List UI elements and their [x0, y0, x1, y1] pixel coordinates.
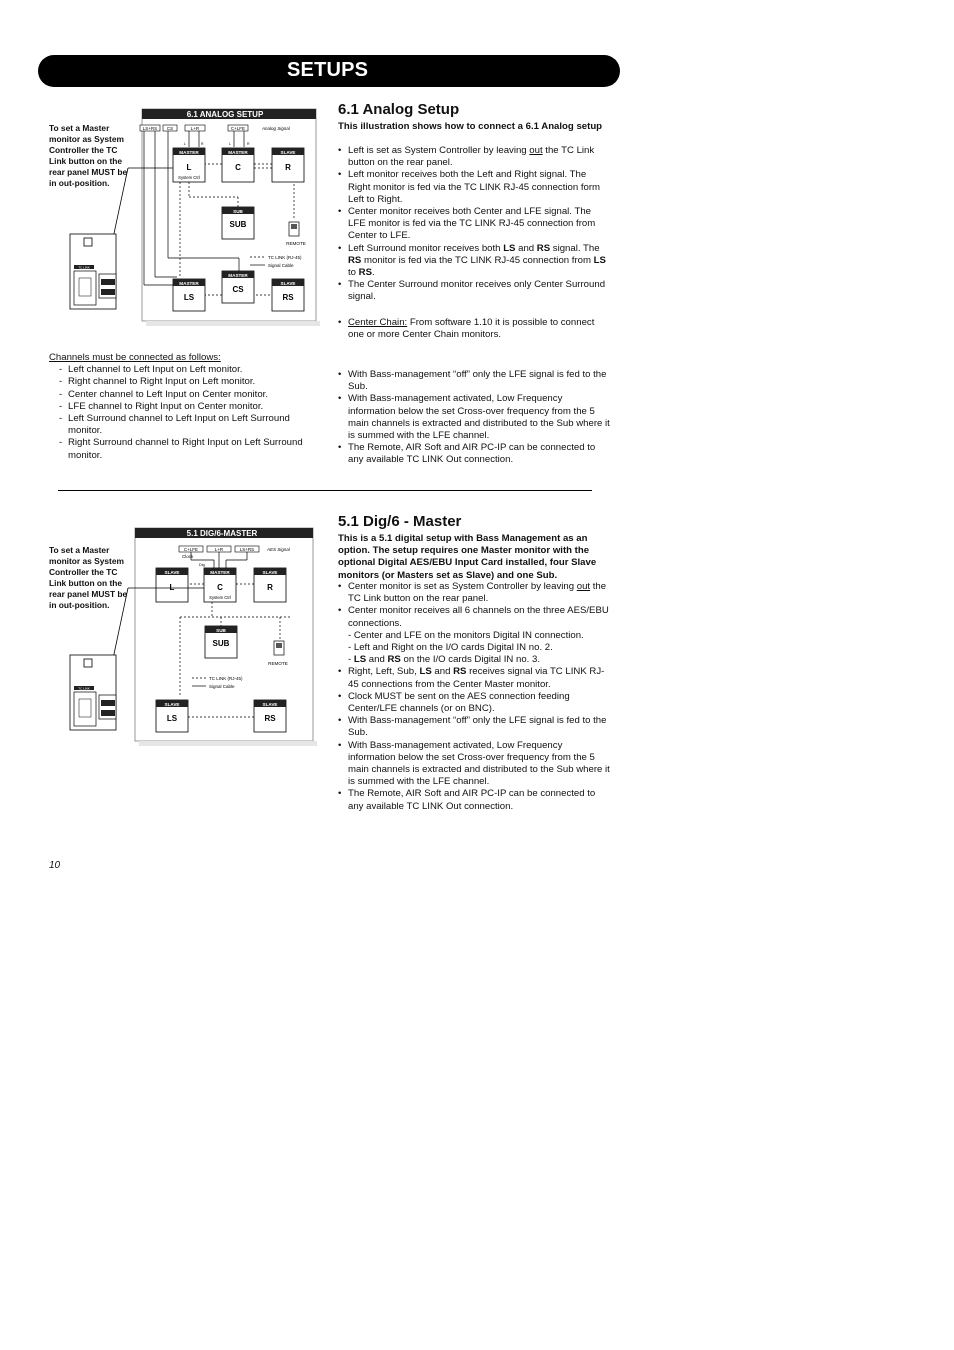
analog-setup-diagram: [40, 100, 320, 330]
monitor-tag: MASTER: [228, 150, 248, 155]
monitor-label: C: [235, 163, 241, 172]
list-item: - LFE channel to Right Input on Center monitor.: [49, 401, 319, 413]
monitor-label: L: [186, 163, 192, 172]
monitor-tag: SLAVE: [280, 150, 296, 155]
analog-bullet: • Left Surround monitor receives both LS and RS signal. The RS monitor is fed via the TC LINK RJ-45 connection from LS to RS.: [338, 243, 610, 280]
monitor-label: SUB: [212, 639, 230, 648]
monitor-label: C: [217, 583, 223, 592]
channels-list: [49, 364, 319, 462]
system-ctrl-label: System Ctrl: [178, 175, 200, 180]
analog-bullet: • The Center Surround monitor receives only Center Surround signal.: [338, 279, 610, 303]
dig-heading: 5.1 Dig/6 - Master: [338, 513, 462, 530]
clock-label: Clock: [182, 554, 194, 559]
signal-type-label: Analog Signal: [262, 126, 290, 131]
dig-bullet-list: [338, 581, 610, 813]
dig-bullet: • Right, Left, Sub, LS and RS receives signal via TC LINK RJ-45 connections from the Center Master monitor.: [338, 666, 610, 690]
analog-bullet: • With Bass-management “off” only the LFE signal is fed to the Sub.: [338, 369, 610, 393]
monitor-tag: SLAVE: [164, 702, 180, 707]
master-side-note: To set a Master monitor as System Controller the TC Link button on the rear panel MUST be in out-position.: [49, 123, 128, 188]
dig-bullet: • With Bass-management activated, Low Frequency information below the set Cross-over frequency from the 5 main channels is extracted and distributed to the Sub where it is summed with the LFE channel.: [338, 740, 610, 789]
section-divider: [58, 490, 592, 491]
monitor-label: LS: [183, 293, 195, 302]
dig-master-diagram: [40, 520, 320, 750]
remote-label: REMOTE: [268, 661, 288, 666]
analog-bullet: • Left monitor receives both the Left and Right signal. The Right monitor is fed via the TC LINK RJ-45 connection form Left to Right.: [338, 169, 610, 206]
analog-heading: 6.1 Analog Setup: [338, 101, 460, 118]
monitor-label: RS: [264, 714, 276, 723]
monitor-label: SUB: [229, 220, 247, 229]
input-label: C+LFE: [230, 126, 246, 131]
monitor-tag: SLAVE: [280, 281, 296, 286]
page-header-bar: [38, 55, 620, 87]
monitor-label: R: [285, 163, 291, 172]
input-pin-label: R: [201, 142, 204, 146]
input-pin-label: L: [229, 142, 231, 146]
monitor-tag: MASTER: [210, 570, 230, 575]
list-item: - Left Surround channel to Left Input on Left Surround monitor.: [49, 413, 319, 437]
input-label: L+R: [214, 547, 224, 552]
channels-title: Channels must be connected as follows:: [49, 352, 221, 363]
monitor-label: L: [169, 583, 175, 592]
monitor-tag: MASTER: [228, 273, 248, 278]
list-item: - Right channel to Right Input on Left monitor.: [49, 376, 319, 388]
analog-bullet: • The Remote, AIR Soft and AIR PC-IP can be connected to any available TC LINK Out connection.: [338, 442, 610, 466]
master-side-note: To set a Master monitor as System Controller the TC Link button on the rear panel MUST be in out-position.: [49, 545, 128, 610]
dig-bullet: • Clock MUST be sent on the AES connection feeding Center/LFE channels (or on BNC).: [338, 691, 610, 715]
analog-bullet-list: [338, 145, 610, 304]
monitor-tag: SUB: [216, 628, 226, 633]
monitor-label: R: [267, 583, 273, 592]
monitor-tag: SLAVE: [164, 570, 180, 575]
monitor-label: LS: [166, 714, 178, 723]
channel-connections: [49, 352, 319, 462]
dig-intro: This is a 5.1 digital setup with Bass Management as an option. The setup requires one Master monitor with the optional Digital AES/EBU Input Card installed, four Slave monitors (or Masters set as Slave) and one Sub.: [338, 533, 597, 581]
monitor-tag: SLAVE: [262, 570, 278, 575]
dig-bullet: • Center monitor is set as System Controller by leaving out the TC Link button on the rear panel.: [338, 581, 610, 605]
diagram1-title: 6.1 ANALOG SETUP: [186, 110, 264, 119]
monitor-tag: MASTER: [179, 281, 199, 286]
key-tclink-label: TC LINK (RJ-45): [268, 255, 302, 260]
dig-sub-item: - LS and RS on the I/O cards Digital IN no. 3.: [348, 654, 540, 666]
dig-bullet: • With Bass-management “off” only the LFE signal is fed to the Sub.: [338, 715, 610, 739]
dig-bullet: • Center monitor receives all 6 channels on the three AES/EBU connections.: [338, 605, 610, 629]
input-label: CS: [166, 126, 174, 131]
rear-panel-illustration: [70, 655, 116, 730]
input-label: LS+RS: [239, 547, 255, 552]
dig-sub-item: - Left and Right on the I/O cards Digital IN no. 2.: [348, 642, 553, 654]
tc-link-tag: TC LINK: [78, 686, 90, 691]
page-title: SETUPS: [287, 59, 369, 81]
analog-intro: This illustration shows how to connect a 6.1 Analog setup: [338, 121, 603, 132]
key-tclink-label: TC LINK (RJ-45): [209, 676, 243, 681]
analog-bass-list: [338, 369, 610, 467]
analog-chain-note: [338, 317, 610, 341]
center-chain-bullet: • Center Chain: From software 1.10 it is possible to connect one or more Center Chain monitors.: [338, 317, 610, 341]
tc-link-tag: TC LINK: [78, 265, 90, 270]
analog-bullet: • With Bass-management activated, Low Frequency information below the set Cross-over frequency from the 5 main channels is extracted and distributed to the Sub where it is summed with the LFE channel.: [338, 393, 610, 442]
input-pin-label: R: [247, 142, 250, 146]
key-signal-cable-label: Signal Cable: [209, 684, 235, 689]
monitor-tag: SLAVE: [262, 702, 278, 707]
analog-bullet: • Left is set as System Controller by leaving out the TC Link button on the rear panel.: [338, 145, 610, 169]
list-item: - Right Surround channel to Right Input on Left Surround monitor.: [49, 437, 319, 461]
rear-panel-illustration: [70, 234, 116, 309]
input-pin-label: L: [184, 142, 186, 146]
analog-bullet: • Center monitor receives both Center and LFE signal. The LFE monitor is fed via the TC LINK RJ-45 connection from Center to LFE.: [338, 206, 610, 243]
dig-sub-item: - Center and LFE on the monitors Digital IN connection.: [348, 629, 584, 641]
input-label: L+R: [190, 126, 200, 131]
input-label: LS+RS: [142, 126, 158, 131]
remote-label: REMOTE: [286, 241, 306, 246]
page-number: 10: [49, 860, 61, 871]
dig-bullet: • The Remote, AIR Soft and AIR PC-IP can be connected to any available TC LINK Out connection.: [338, 788, 610, 812]
list-item: - Center channel to Left Input on Center monitor.: [49, 389, 319, 401]
monitor-label: CS: [232, 285, 244, 294]
monitor-tag: SUB: [233, 209, 243, 214]
dig-label: Dig: [199, 563, 205, 567]
list-item: - Left channel to Left Input on Left monitor.: [49, 364, 319, 376]
monitor-label: RS: [282, 293, 294, 302]
signal-type-label: AES Signal: [267, 547, 290, 552]
monitor-tag: MASTER: [179, 150, 199, 155]
system-ctrl-label: System Ctrl: [209, 595, 231, 600]
diagram2-title: 5.1 DIG/6-MASTER: [186, 529, 258, 538]
input-label: C+LFE: [183, 547, 199, 552]
key-signal-cable-label: Signal Cable: [268, 263, 294, 268]
